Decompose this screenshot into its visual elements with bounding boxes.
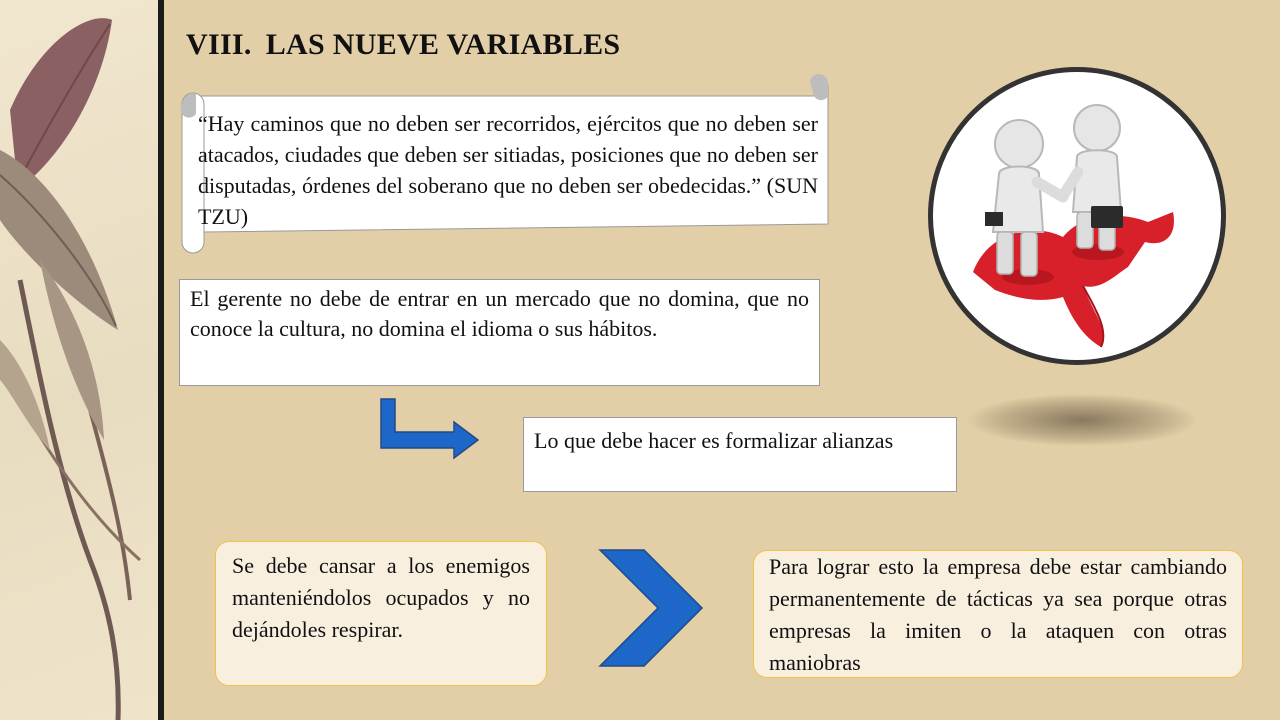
- vertical-divider: [158, 0, 164, 720]
- title-number: VIII.: [186, 28, 252, 61]
- alliance-text-box: Lo que debe hacer es formalizar alianzas: [523, 417, 957, 492]
- tire-enemies-text-box: Se debe cansar a los enemigos manteniéndolos ocupados y no dejándoles respirar.: [215, 541, 547, 686]
- image-shadow: [968, 394, 1196, 446]
- quote-scroll: [174, 74, 834, 254]
- title-text: LAS NUEVE VARIABLES: [265, 28, 621, 61]
- slide-title: [186, 28, 620, 62]
- bent-arrow-icon: [378, 396, 482, 462]
- handshake-icon: [933, 72, 1221, 360]
- leaf-branch-illustration: [0, 0, 158, 720]
- tactics-text-box: Para lograr esto la empresa debe estar cambiando permanentemente de tácticas ya sea porque otras empresas la imiten o la ataquen con otras maniobras: [753, 550, 1243, 678]
- handshake-world-map-image: [928, 67, 1226, 365]
- quote-text: “Hay caminos que no deben ser recorridos, ejércitos que no deben ser atacados, ciudades que deben ser sitiadas, posiciones que no deben ser disputadas, órdenes del soberano que no deben ser obedecidas.” (SUN TZU): [198, 111, 818, 229]
- manager-text-box: El gerente no debe de entrar en un mercado que no domina, que no conoce la cultura, no domina el idioma o sus hábitos.: [179, 279, 820, 386]
- chevron-right-icon: [596, 546, 708, 670]
- decorative-leaf-panel: [0, 0, 158, 720]
